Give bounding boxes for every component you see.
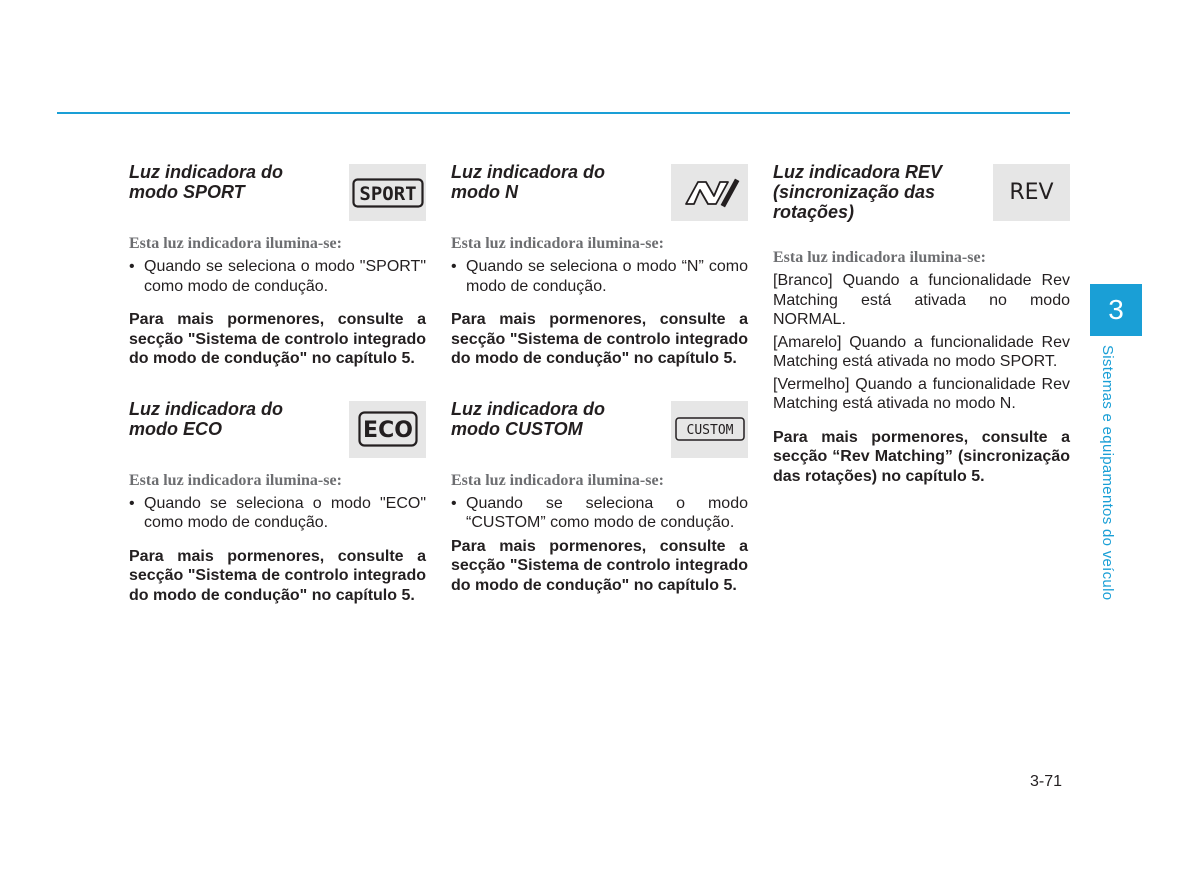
section-custom (451, 397, 748, 596)
section-title: Luz indicadora do modo CUSTOM (451, 398, 606, 439)
bullet-text: Quando se seleciona o modo “N” como modo de condução. (466, 258, 748, 295)
chapter-title: Sistemas e equipamentos do veículo (1099, 345, 1116, 601)
section-title: Luz indicadora do modo ECO (129, 398, 284, 439)
section-title: Luz indicadora REV (sincronização das rotações) (773, 162, 943, 222)
section-rev-header (773, 160, 1070, 222)
bullet-item (129, 257, 426, 296)
section-rev (773, 160, 1070, 486)
section-eco-header (129, 397, 426, 455)
lead-text: Esta luz indicadora ilumina-se: (129, 235, 342, 252)
section-n (451, 160, 748, 369)
section-sport-header (129, 160, 426, 218)
lead-text: Esta luz indicadora ilumina-se: (451, 235, 664, 252)
bullet-dot: • (451, 258, 457, 275)
reference-text: Para mais pormenores, consulte a secção "Sistema de controlo integrado do modo de condução" no capítulo 5. (451, 537, 748, 594)
bullet-item (129, 494, 426, 533)
header-rule (57, 112, 1070, 114)
bullet-dot: • (451, 494, 457, 512)
eco-icon-label: ECO (362, 418, 413, 443)
section-title: Luz indicadora do modo SPORT (129, 162, 284, 202)
reference-text: Para mais pormenores, consulte a secção "Sistema de controlo integrado do modo de condução" no capítulo 5. (129, 547, 426, 604)
reference-text: Para mais pormenores, consulte a secção "Sistema de controlo integrado do modo de condução" no capítulo 5. (451, 311, 748, 367)
lead-text: Esta luz indicadora ilumina-se: (129, 471, 342, 489)
lead-text: Esta luz indicadora ilumina-se: (773, 249, 986, 266)
bullet-text: Quando se seleciona o modo “CUSTOM” como modo de condução. (466, 494, 748, 531)
lead-text: Esta luz indicadora ilumina-se: (451, 471, 664, 489)
sport-icon-label: SPORT (358, 182, 417, 205)
section-custom-header (451, 397, 748, 455)
custom-indicator-icon (671, 401, 748, 458)
rev-icon-label: REV (1009, 180, 1054, 205)
sport-indicator-icon (349, 164, 426, 221)
section-title: Luz indicadora do modo N (451, 162, 606, 202)
column-1 (129, 160, 426, 605)
eco-indicator-icon (349, 401, 426, 458)
custom-icon-label: CUSTOM (686, 423, 733, 438)
bullet-text: Quando se seleciona o modo "ECO" como modo de condução. (144, 494, 426, 531)
bullet-dot: • (129, 494, 135, 512)
section-sport (129, 160, 426, 369)
bullet-dot: • (129, 258, 135, 275)
section-eco (129, 397, 426, 606)
n-mode-logo-icon (671, 164, 748, 221)
reference-text: Para mais pormenores, consulte a secção "Sistema de controlo integrado do modo de condução" no capítulo 5. (129, 311, 426, 367)
paragraph-red: [Vermelho] Quando a funcionalidade Rev Matching está ativada no modo N. (773, 375, 1070, 412)
bullet-item (451, 257, 748, 296)
section-n-header (451, 160, 748, 218)
paragraph-white: [Branco] Quando a funcionalidade Rev Matching está ativada no modo NORMAL. (773, 272, 1070, 328)
column-2 (451, 160, 748, 595)
paragraph-yellow: [Amarelo] Quando a funcionalidade Rev Matching está ativada no modo SPORT. (773, 333, 1070, 370)
bullet-item (451, 494, 748, 533)
page-number: 3-71 (1030, 773, 1063, 790)
bullet-text: Quando se seleciona o modo "SPORT" como modo de condução. (144, 258, 426, 295)
reference-text: Para mais pormenores, consulte a secção “Rev Matching” (sincronização das rotações) no capítulo 5. (773, 428, 1070, 485)
chapter-number-tab: 3 (1090, 284, 1142, 336)
column-3 (773, 160, 1070, 486)
rev-indicator-icon (993, 164, 1070, 221)
